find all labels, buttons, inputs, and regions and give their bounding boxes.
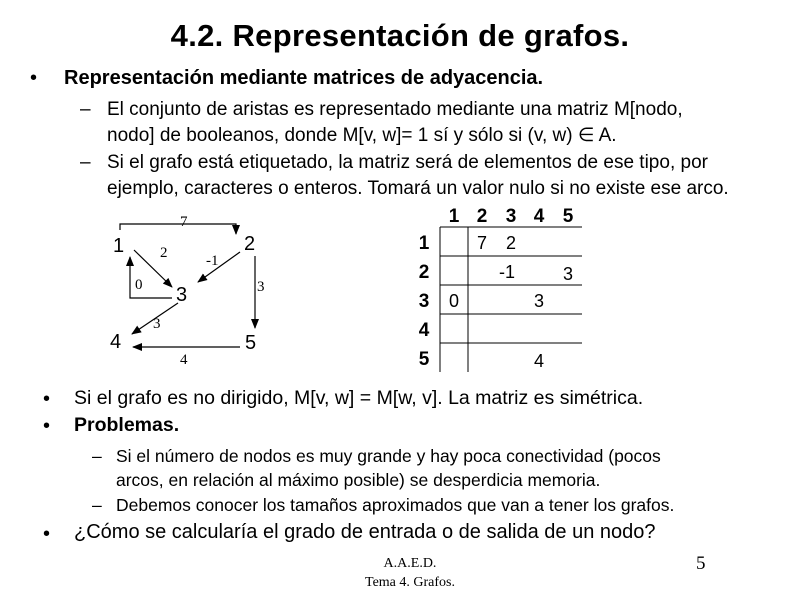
- matrix-cell-1-2: 7: [476, 233, 488, 253]
- matrix-row-header: 5: [418, 349, 430, 370]
- bullet-marker: •: [43, 523, 51, 545]
- matrix-col-header: 4: [533, 206, 545, 227]
- edge-label-3-1: 0: [135, 277, 143, 293]
- graph-node-5: 5: [245, 332, 257, 354]
- matrix-row-header: 1: [418, 233, 430, 254]
- matrix-col-header: 1: [448, 206, 460, 227]
- dash-marker: –: [92, 446, 102, 466]
- sub-bullet-1-line-2: nodo] de booleanos, donde M[v, w]= 1 sí y sólo si (v, w) ∈ A.: [107, 125, 617, 146]
- edge-label-1-3: 2: [160, 245, 168, 261]
- adjacency-matrix: [400, 200, 590, 380]
- bullet-degree-question: ¿Cómo se calcularía el grado de entrada o de salida de un nodo?: [74, 521, 656, 543]
- edge-label-2-3: -1: [206, 253, 219, 269]
- footer-topic: Tema 4. Grafos.: [365, 575, 455, 590]
- sub-bullet-3-line-1: Si el número de nodos es muy grande y hay poca conectividad (pocos: [116, 446, 661, 466]
- bullet-marker: •: [30, 67, 38, 89]
- bullet-undirected-graph: Si el grafo es no dirigido, M[v, w] = M[w, v]. La matriz es simétrica.: [74, 387, 644, 409]
- matrix-cell-1-3: 2: [505, 233, 517, 253]
- sub-bullet-3-line-2: arcos, en relación al máximo posible) se desperdicia memoria.: [116, 470, 601, 490]
- dash-marker: –: [80, 152, 91, 173]
- footer-course: A.A.E.D.: [383, 556, 437, 571]
- bullet-adjacency-matrix: Representación mediante matrices de adyacencia.: [64, 67, 544, 89]
- page-number: 5: [696, 553, 706, 574]
- graph-node-4: 4: [110, 331, 122, 353]
- edge-label-5-4: 4: [180, 352, 188, 368]
- graph-diagram: [90, 205, 390, 380]
- bullet-problems: Problemas.: [74, 414, 180, 436]
- sub-bullet-2-line-1: Si el grafo está etiquetado, la matriz será de elementos de ese tipo, por: [107, 152, 708, 173]
- dash-marker: –: [80, 99, 91, 120]
- graph-node-3: 3: [176, 284, 188, 306]
- edge-label-3-4: 3: [153, 316, 161, 332]
- matrix-col-header: 2: [476, 206, 488, 227]
- graph-node-2: 2: [244, 233, 256, 255]
- matrix-col-header: 3: [505, 206, 517, 227]
- matrix-row-header: 2: [418, 262, 430, 283]
- edge-1-2: [120, 224, 236, 234]
- matrix-cell-3-1: 0: [448, 291, 460, 311]
- edge-label-2-5: 3: [257, 279, 265, 295]
- matrix-cell-3-4: 3: [533, 291, 545, 311]
- matrix-col-header: 5: [562, 206, 574, 227]
- slide-title: 4.2. Representación de grafos.: [170, 18, 630, 53]
- matrix-row-header: 3: [418, 291, 430, 312]
- matrix-cell-2-5: 3: [562, 264, 574, 284]
- matrix-cell-2-3: -1: [498, 262, 516, 282]
- bullet-marker: •: [43, 388, 51, 410]
- matrix-row-header: 4: [418, 320, 430, 341]
- bullet-marker: •: [43, 415, 51, 437]
- matrix-cell-5-4: 4: [533, 351, 545, 371]
- edge-label-1-2: 7: [180, 214, 188, 230]
- sub-bullet-1-line-1: El conjunto de aristas es representado mediante una matriz M[nodo,: [107, 99, 683, 120]
- sub-bullet-2-line-2: ejemplo, caracteres o enteros. Tomará un valor nulo si no existe ese arco.: [107, 178, 729, 199]
- sub-bullet-4: Debemos conocer los tamaños aproximados que van a tener los grafos.: [116, 495, 675, 515]
- edge-2-3: [198, 252, 240, 282]
- dash-marker: –: [92, 495, 102, 515]
- graph-node-1: 1: [113, 235, 125, 257]
